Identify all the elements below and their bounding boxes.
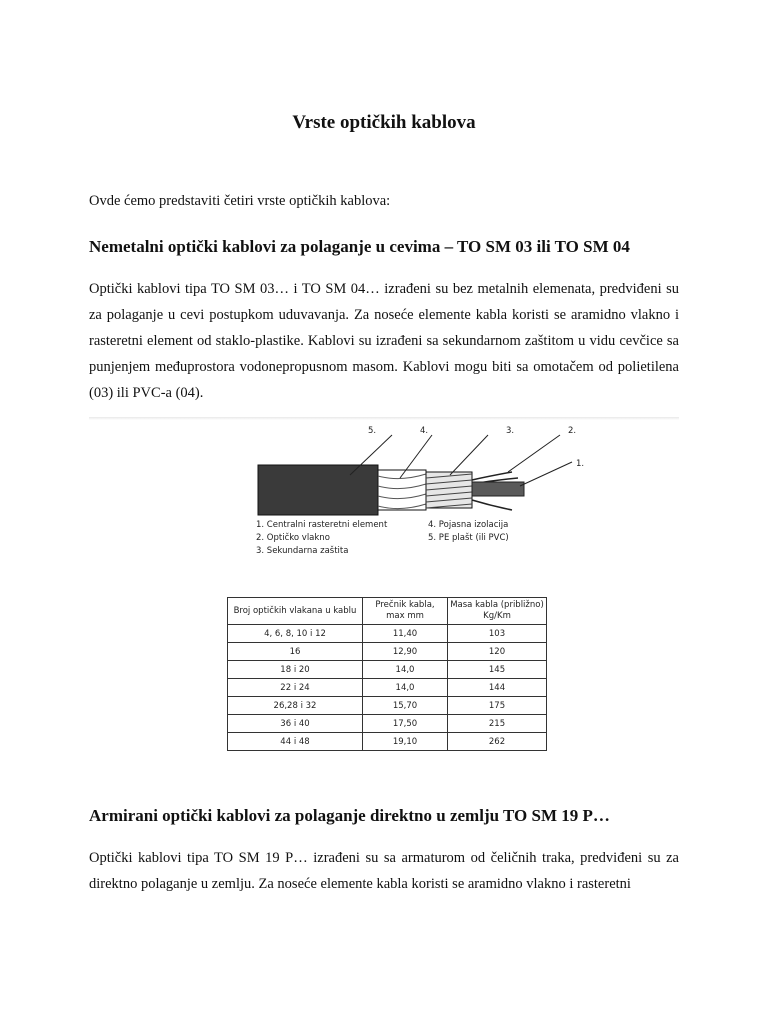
table-cell: 19,10 (363, 733, 448, 751)
marker-2: 2. (568, 426, 577, 436)
intro-text: Ovde ćemo predstaviti četiri vrste optičkih kablova: (89, 193, 391, 209)
table-header: Masa kabla (približno) Kg/Km (448, 598, 547, 625)
table-cell: 44 i 48 (228, 733, 363, 751)
table-cell: 12,90 (363, 643, 448, 661)
legend-item: 5. PE plašt (ili PVC) (428, 533, 509, 543)
cable-spec-table (227, 597, 547, 751)
legend-item: 2. Optičko vlakno (256, 533, 330, 543)
section1-heading: Nemetalni optički kablovi za polaganje u cevima – TO SM 03 ili TO SM 04 (89, 237, 630, 256)
table-cell: 103 (448, 625, 547, 643)
table-header: Broj optičkih vlakana u kablu (228, 598, 363, 625)
table-cell: 18 i 20 (228, 661, 363, 679)
table-cell: 15,70 (363, 697, 448, 715)
table-cell: 215 (448, 715, 547, 733)
table-cell: 16 (228, 643, 363, 661)
table-cell: 175 (448, 697, 547, 715)
section2-heading: Armirani optički kablovi za polaganje direktno u zemlju TO SM 19 P… (89, 806, 610, 825)
legend-right (428, 519, 509, 545)
table-cell: 145 (448, 661, 547, 679)
table-cell: 36 i 40 (228, 715, 363, 733)
table-cell: 14,0 (363, 661, 448, 679)
table-cell: 26,28 i 32 (228, 697, 363, 715)
section2-paragraph: Optički kablovi tipa TO SM 19 P… izrađeni su sa armaturom od čeličnih traka, predviđeni su za direktno polaganje u zemlju. Za noseće elemente kabla koristi se aramidno vlakno i rasteretni (89, 850, 679, 892)
table-row (228, 697, 547, 715)
table-cell: 262 (448, 733, 547, 751)
table-cell: 4, 6, 8, 10 i 12 (228, 625, 363, 643)
legend-item: 4. Pojasna izolacija (428, 520, 509, 530)
table-cell: 22 i 24 (228, 679, 363, 697)
legend-item: 3. Sekundarna zaštita (256, 546, 349, 556)
central-element (472, 482, 524, 496)
document-title: Vrste optičkih kablova (292, 112, 476, 133)
table-header: Prečnik kabla, max mm (363, 598, 448, 625)
cable-jacket (258, 465, 378, 515)
table-row (228, 661, 547, 679)
table-row (228, 733, 547, 751)
marker-4: 4. (420, 426, 429, 436)
table-cell: 144 (448, 679, 547, 697)
table-cell: 11,40 (363, 625, 448, 643)
legend-left (256, 519, 387, 558)
table-cell: 120 (448, 643, 547, 661)
table-header-row (228, 598, 547, 625)
legend-item: 1. Centralni rasteretni element (256, 520, 388, 530)
marker-5: 5. (368, 426, 377, 436)
section1-paragraph: Optički kablovi tipa TO SM 03… i TO SM 04… izrađeni su bez metalnih elemenata, predviđeni su za polaganje u cevi postupkom uduvavanja. Za noseće elemente kabla koristi se aramidno vlakno i rasteretni element od staklo-plastike. Kablovi su izrađeni sa sekundarnom zaštitom u vidu cevčice sa punjenjem međuprostora vodonepropusnom masom. Kablovi mogu biti sa omotačem od polietilena (03) ili PVC-a (04). (89, 281, 679, 401)
marker-3: 3. (506, 426, 515, 436)
table-row (228, 625, 547, 643)
table-row (228, 679, 547, 697)
table-row (228, 715, 547, 733)
table-cell: 17,50 (363, 715, 448, 733)
table-cell: 14,0 (363, 679, 448, 697)
marker-1: 1. (576, 459, 585, 469)
table-row (228, 643, 547, 661)
